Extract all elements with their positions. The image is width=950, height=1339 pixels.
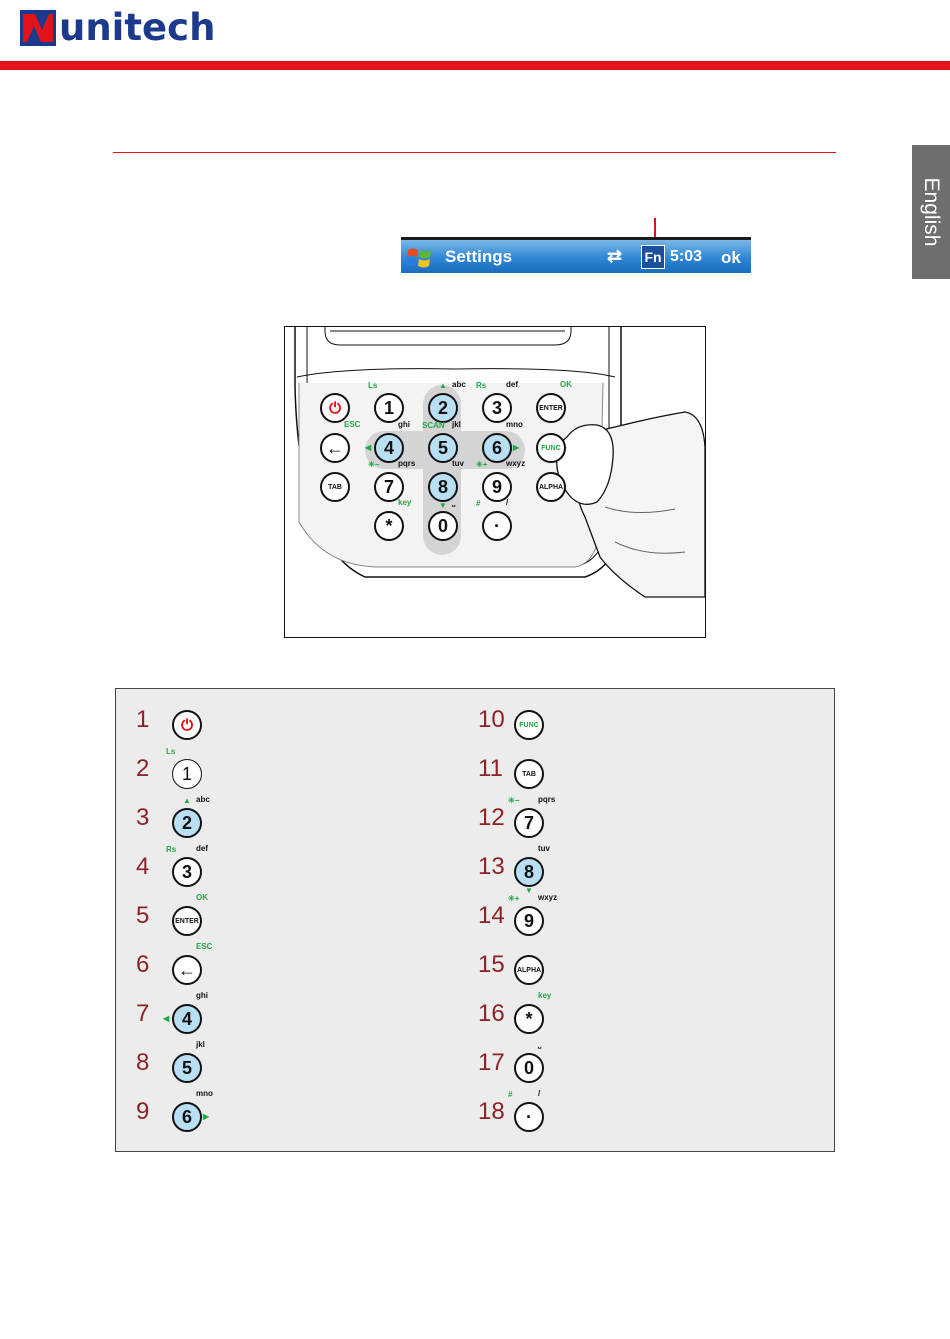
taskbar-title: Settings: [445, 247, 513, 266]
key-0[interactable]: 0: [428, 511, 458, 541]
key-alpha-label: wxyz: [538, 893, 558, 902]
legend-key-icon: [170, 1089, 213, 1136]
legend-key-icon: [512, 757, 548, 793]
key-alpha-label: mno: [506, 420, 523, 429]
legend-key-icon: [166, 844, 208, 891]
key-alpha-label: OK: [196, 893, 208, 902]
unitech-logo: [20, 8, 215, 48]
legend-number: 12: [478, 804, 505, 831]
key-shift-label: ✳+: [476, 460, 488, 469]
legend-key-icon: [166, 747, 206, 793]
unitech-logo-mark-icon: [20, 10, 56, 46]
key-alpha-label: tuv: [538, 844, 550, 853]
arrow-up-icon: ▲: [183, 796, 191, 805]
legend-number: 11: [478, 755, 503, 782]
key-shift-label: ✳−: [508, 796, 520, 805]
key-shift-label: Ls: [368, 381, 378, 390]
legend-key-icon: [512, 708, 548, 744]
key-7[interactable]: 4: [172, 1004, 202, 1034]
legend-number: 8: [136, 1049, 150, 1076]
key-alpha-label: /: [506, 498, 509, 507]
legend-key-icon: [512, 1040, 548, 1087]
key-3[interactable]: 2: [172, 808, 202, 838]
key-2[interactable]: 2: [428, 393, 458, 423]
legend-number: 4: [136, 853, 150, 880]
legend-key-icon: [170, 795, 210, 842]
legend-row: [478, 991, 798, 1049]
legend-row: [478, 755, 798, 804]
key-alpha-label: ESC: [196, 942, 213, 951]
language-tab[interactable]: [912, 145, 950, 279]
legend-key-icon: [170, 1040, 206, 1087]
legend-row: [136, 942, 456, 1000]
key-11[interactable]: TAB: [514, 759, 544, 789]
arrow-down-icon: ▼: [439, 501, 447, 510]
key-4[interactable]: 3: [172, 857, 202, 887]
device-illustration: [284, 326, 706, 638]
legend-number: 18: [478, 1098, 505, 1125]
key-9[interactable]: 9: [482, 472, 512, 502]
key-9[interactable]: 6: [172, 1102, 202, 1132]
legend-number: 14: [478, 902, 505, 929]
arrow-right-icon: ▶: [513, 443, 520, 452]
key-legend: [115, 688, 835, 1152]
legend-number: 15: [478, 951, 505, 978]
key-dot[interactable]: ·: [482, 511, 512, 541]
key-alpha-label: tuv: [452, 459, 464, 468]
legend-row: [478, 1089, 798, 1147]
key-1[interactable]: ⏻: [172, 710, 202, 740]
legend-number: 10: [478, 706, 505, 733]
legend-row: [136, 991, 456, 1049]
legend-key-icon: [163, 991, 208, 1038]
key-5[interactable]: ENTER: [172, 906, 202, 936]
key-shift-label: #: [508, 1090, 513, 1099]
arrow-left-icon: ◀: [163, 1014, 170, 1023]
legend-number: 1: [136, 706, 150, 733]
key-7[interactable]: 7: [374, 472, 404, 502]
legend-number: 9: [136, 1098, 150, 1125]
key-6[interactable]: ←: [172, 955, 202, 985]
legend-number: 7: [136, 1000, 150, 1027]
key-5[interactable]: 5: [428, 433, 458, 463]
key-alpha-label: /: [538, 1089, 541, 1098]
key-6[interactable]: 6: [482, 433, 512, 463]
legend-number: 3: [136, 804, 150, 831]
legend-number: 2: [136, 755, 150, 782]
key-alpha-label: OK: [560, 380, 572, 389]
key-alpha-label: wxyz: [506, 459, 526, 468]
sync-icon[interactable]: ⇄: [607, 246, 623, 266]
key-2[interactable]: 1: [172, 759, 202, 789]
key-alpha-label: pqrs: [398, 459, 416, 468]
arrow-down-icon: ▼: [525, 886, 533, 895]
key-16[interactable]: *: [514, 1004, 544, 1034]
ok-button[interactable]: ok: [721, 248, 741, 267]
fn-indicator[interactable]: Fn: [641, 245, 665, 269]
key-alpha-label: def: [196, 844, 208, 853]
legend-key-icon: [170, 708, 206, 744]
key-func[interactable]: FUNC: [536, 433, 566, 463]
legend-row: [478, 706, 798, 755]
legend-row: [136, 706, 456, 755]
key-18[interactable]: ·: [514, 1102, 544, 1132]
legend-row: [478, 1040, 798, 1098]
arrow-up-icon: ▲: [439, 381, 447, 390]
header-rule: [0, 61, 950, 70]
key-shift-label: ✳+: [508, 894, 520, 903]
key-8[interactable]: 8: [428, 472, 458, 502]
legend-row: [136, 1089, 456, 1147]
clock[interactable]: 5:03: [670, 248, 703, 265]
key-alpha-label: pqrs: [538, 795, 556, 804]
legend-number: 6: [136, 951, 150, 978]
key-star[interactable]: *: [374, 511, 404, 541]
legend-row: [478, 844, 798, 902]
key-3[interactable]: 3: [482, 393, 512, 423]
key-alpha-label: ghi: [398, 420, 410, 429]
key-alpha[interactable]: ALPHA: [536, 472, 566, 502]
legend-number: 13: [478, 853, 505, 880]
key-enter[interactable]: ENTER: [536, 393, 566, 423]
key-alpha-label: abc: [452, 380, 466, 389]
legend-key-icon: [512, 991, 552, 1038]
key-shift-label: Rs: [166, 845, 177, 854]
arrow-right-icon: ▶: [203, 1112, 210, 1121]
legend-row: [478, 893, 798, 951]
key-shift-label: Rs: [476, 381, 487, 390]
legend-row: [136, 1040, 456, 1098]
legend-number: 5: [136, 902, 150, 929]
key-esc[interactable]: ←: [320, 433, 350, 463]
section-rule: [113, 152, 836, 153]
taskbar: [401, 237, 751, 273]
legend-key-icon: [508, 795, 556, 842]
key-15[interactable]: ALPHA: [514, 955, 544, 985]
key-8[interactable]: 5: [172, 1053, 202, 1083]
legend-key-icon: [512, 953, 548, 989]
legend-row: [478, 951, 798, 1000]
legend-row: [136, 844, 456, 902]
key-alpha-label: mno: [196, 1089, 213, 1098]
key-12[interactable]: 7: [514, 808, 544, 838]
legend-number: 16: [478, 1000, 505, 1027]
key-1[interactable]: 1: [374, 393, 404, 423]
legend-key-icon: [508, 893, 558, 940]
key-shift-label: Ls: [166, 747, 176, 756]
key-17[interactable]: 0: [514, 1053, 544, 1083]
key-14[interactable]: 9: [514, 906, 544, 936]
legend-key-icon: [170, 942, 213, 989]
key-shift-label: SCAN: [422, 421, 445, 430]
key-alpha-label: key: [538, 991, 552, 1000]
key-13[interactable]: 8: [514, 857, 544, 887]
legend-number: 17: [478, 1049, 505, 1076]
language-tab-label: English: [920, 177, 943, 247]
legend-row: [478, 795, 798, 853]
arrow-left-icon: ◀: [365, 443, 372, 452]
key-alpha-label: ⎵: [452, 498, 456, 507]
key-shift-label: #: [476, 499, 481, 508]
key-alpha-label: key: [398, 498, 412, 507]
key-alpha-label: ghi: [196, 991, 208, 1000]
key-tab[interactable]: TAB: [320, 472, 350, 502]
legend-row: [136, 893, 456, 951]
key-alpha-label: ESC: [344, 420, 361, 429]
key-alpha-label: abc: [196, 795, 210, 804]
key-alpha-label: jkl: [452, 420, 461, 429]
brand-name: unitech: [59, 6, 216, 49]
key-4[interactable]: 4: [374, 433, 404, 463]
legend-key-icon: [512, 844, 550, 895]
key-alpha-label: jkl: [196, 1040, 205, 1049]
key-alpha-label: def: [506, 380, 518, 389]
key-10[interactable]: FUNC: [514, 710, 544, 740]
legend-row: [136, 795, 456, 853]
legend-key-icon: [170, 893, 208, 940]
windows-start-icon[interactable]: [405, 244, 435, 272]
key-power[interactable]: ⏻: [320, 393, 350, 423]
key-alpha-label: ⎵: [538, 1040, 542, 1049]
legend-key-icon: [508, 1089, 548, 1136]
key-shift-label: ✳−: [368, 460, 380, 469]
